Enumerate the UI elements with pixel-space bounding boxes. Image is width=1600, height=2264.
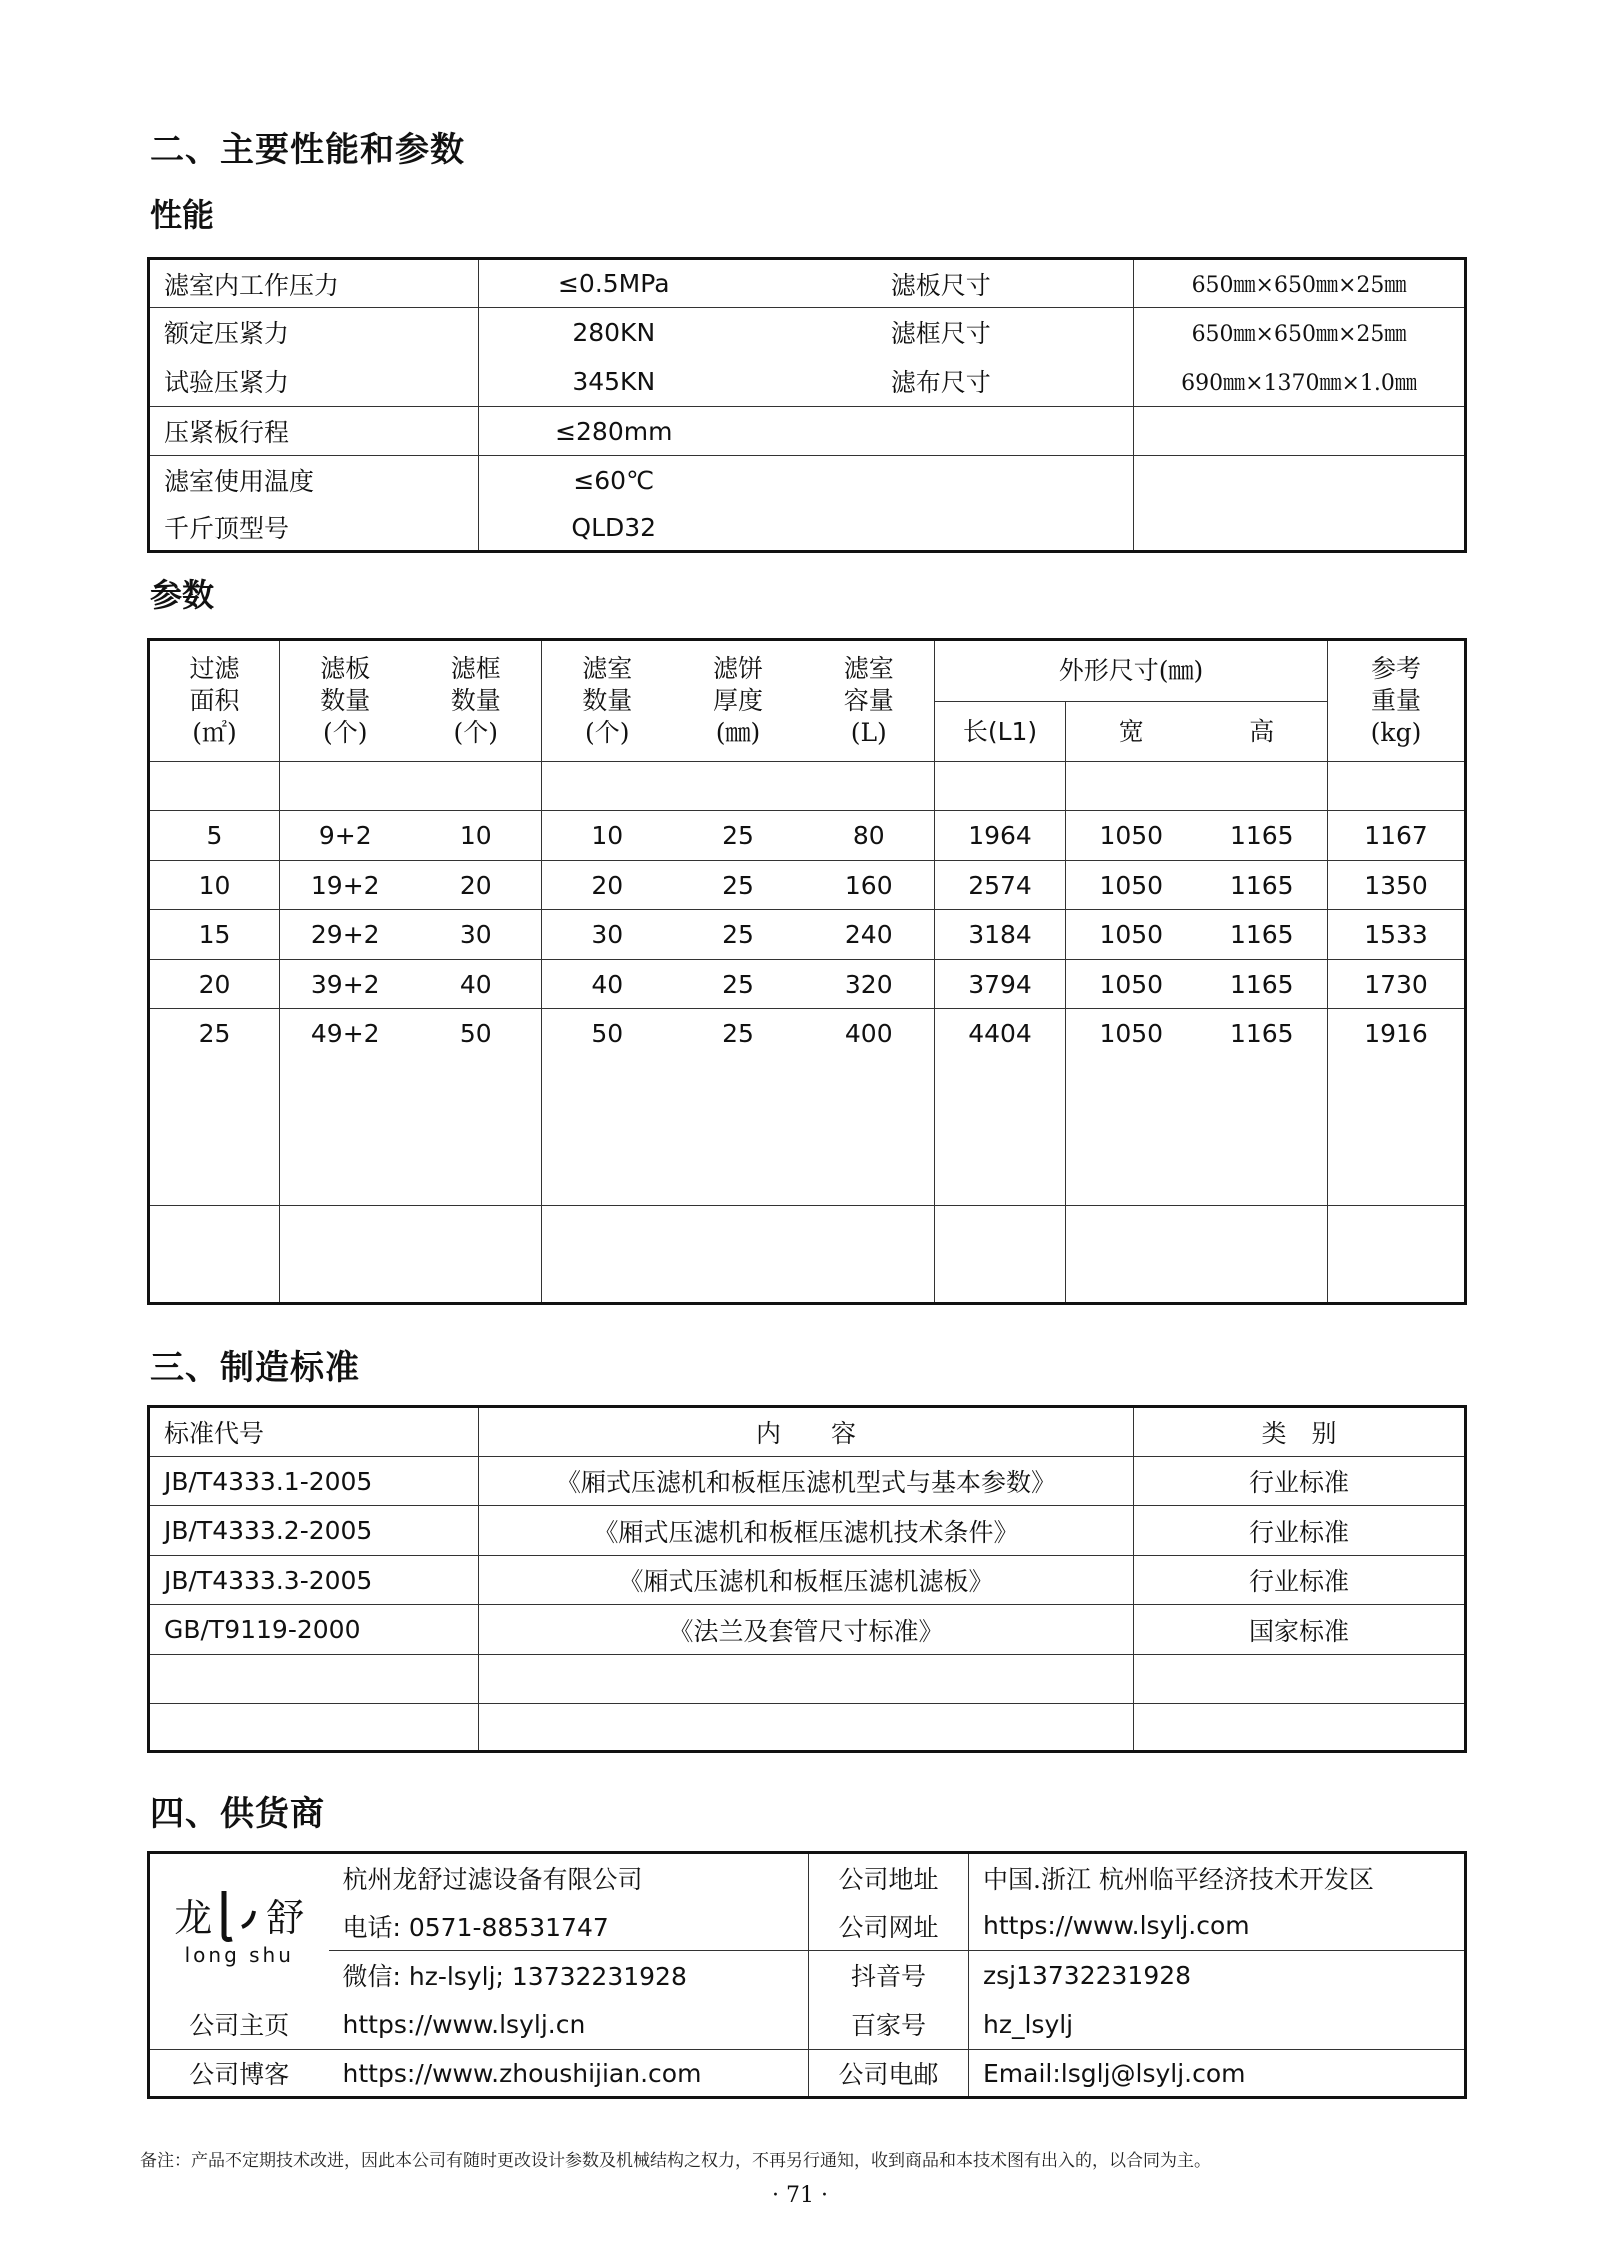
douyin-value: zsj13732231928 (969, 1951, 1466, 2000)
website-link[interactable]: https://www.lsylj.com (969, 1902, 1466, 1951)
supplier-table (147, 1851, 1467, 2099)
section-title-standards: 三、制造标准 (150, 1348, 360, 1388)
table-row: JB/T4333.1-2005 《厢式压滤机和板框压滤机型式与基本参数》 行业标准 (149, 1457, 1466, 1506)
subsection-title-params: 参数 (150, 576, 215, 614)
website-label: 公司网址 (809, 1902, 969, 1951)
col-header-height: 高 (1197, 702, 1328, 762)
col-header-volume: 滤室 容量 (L) (804, 640, 935, 762)
table-row: 15 29+2 30 30 25 240 3184 1050 1165 1533 (149, 910, 1466, 960)
section-title-supplier: 四、供货商 (150, 1794, 325, 1834)
perf-value: QLD32 (479, 505, 749, 552)
company-logo: 龙 舒 long shu (149, 1853, 329, 2000)
perf-empty (749, 505, 1134, 552)
perf-empty (749, 456, 1134, 505)
perf-value: 345KN (479, 357, 749, 407)
table-row: 10 19+2 20 20 25 160 2574 1050 1165 1350 (149, 861, 1466, 910)
table-row-empty (149, 1655, 1466, 1704)
perf-key: 滤室使用温度 (149, 456, 479, 505)
perf-key: 额定压紧力 (149, 308, 479, 357)
table-row-empty (149, 762, 1466, 811)
performance-table (147, 257, 1467, 553)
params-table (147, 638, 1467, 1305)
perf-value: 650㎜×650㎜×25㎜ (1134, 308, 1466, 357)
perf-value: ≤0.5MPa (479, 259, 749, 308)
col-header-length: 长(L1) (935, 702, 1066, 762)
page-number: · 71 · (772, 2183, 828, 2208)
perf-value: ≤60℃ (479, 456, 749, 505)
baijia-value: hz_lsylj (969, 2000, 1466, 2050)
address-value: 中国.浙江 杭州临平经济技术开发区 (969, 1853, 1466, 1902)
col-header-chambers: 滤室 数量 (个) (542, 640, 673, 762)
table-row: 20 39+2 40 40 25 320 3794 1050 1165 1730 (149, 960, 1466, 1009)
perf-empty (749, 407, 1134, 456)
table-row: JB/T4333.2-2005 《厢式压滤机和板框压滤机技术条件》 行业标准 (149, 1506, 1466, 1556)
table-row-empty (149, 1704, 1466, 1752)
perf-key: 滤室内工作压力 (149, 259, 479, 308)
std-header-content: 内 容 (479, 1407, 1134, 1457)
email-label: 公司电邮 (809, 2050, 969, 2098)
perf-empty (1134, 456, 1466, 505)
table-row: 5 9+2 10 10 25 80 1964 1050 1165 1167 (149, 811, 1466, 861)
col-header-frames: 滤框 数量 (个) (411, 640, 542, 762)
col-header-width: 宽 (1066, 702, 1197, 762)
perf-value: 690㎜×1370㎜×1.0㎜ (1134, 357, 1466, 407)
homepage-link[interactable]: https://www.lsylj.cn (329, 2000, 809, 2050)
col-header-cake: 滤饼 厚度 (㎜) (673, 640, 804, 762)
col-header-weight: 参考 重量 (kg) (1328, 640, 1466, 762)
table-row: 25 49+2 50 50 25 400 4404 1050 1165 1916 (149, 1009, 1466, 1206)
perf-key: 滤框尺寸 (749, 308, 1134, 357)
logo-mark-icon (216, 1887, 262, 1943)
table-row: JB/T4333.3-2005 《厢式压滤机和板框压滤机滤板》 行业标准 (149, 1556, 1466, 1605)
perf-value: 280KN (479, 308, 749, 357)
douyin-label: 抖音号 (809, 1951, 969, 2000)
company-name: 杭州龙舒过滤设备有限公司 (329, 1853, 809, 1902)
subsection-title-performance: 性能 (150, 196, 215, 234)
standards-table (147, 1405, 1467, 1753)
std-header-category: 类 别 (1134, 1407, 1466, 1457)
perf-key: 滤布尺寸 (749, 357, 1134, 407)
blog-link[interactable]: https://www.zhoushijian.com (329, 2050, 809, 2098)
phone-value: 电话: 0571-88531747 (329, 1902, 809, 1951)
perf-value: ≤280mm (479, 407, 749, 456)
wechat-value: 微信: hz-lsylj; 13732231928 (329, 1951, 809, 2000)
baijia-label: 百家号 (809, 2000, 969, 2050)
col-header-dimensions: 外形尺寸(㎜) (935, 640, 1328, 702)
homepage-label: 公司主页 (149, 2000, 329, 2050)
perf-empty (1134, 407, 1466, 456)
section-title-main-params: 二、主要性能和参数 (150, 130, 465, 170)
col-header-plates: 滤板 数量 (个) (280, 640, 411, 762)
table-row: GB/T9119-2000 《法兰及套管尺寸标准》 国家标准 (149, 1605, 1466, 1655)
blog-label: 公司博客 (149, 2050, 329, 2098)
email-link[interactable]: Email:lsglj@lsylj.com (969, 2050, 1466, 2098)
perf-empty (1134, 505, 1466, 552)
perf-key: 千斤顶型号 (149, 505, 479, 552)
table-row-empty (149, 1206, 1466, 1304)
perf-key: 试验压紧力 (149, 357, 479, 407)
col-header-area: 过滤 面积 (㎡) (149, 640, 280, 762)
perf-value: 650㎜×650㎜×25㎜ (1134, 259, 1466, 308)
perf-key: 滤板尺寸 (749, 259, 1134, 308)
std-header-code: 标准代号 (149, 1407, 479, 1457)
perf-key: 压紧板行程 (149, 407, 479, 456)
footer-note: 备注：产品不定期技术改进，因此本公司有随时更改设计参数及机械结构之权力，不再另行通知，收到商品和本技术图有出入的，以合同为主。 (140, 2151, 1211, 2171)
address-label: 公司地址 (809, 1853, 969, 1902)
